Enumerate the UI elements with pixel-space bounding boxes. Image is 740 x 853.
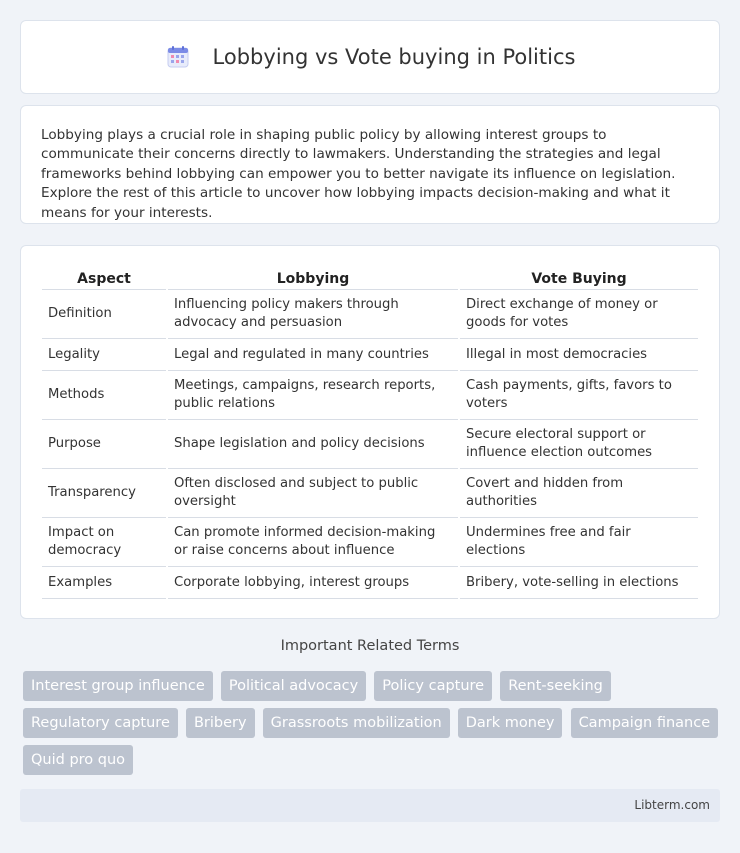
header-vote-buying: Vote Buying bbox=[460, 264, 698, 290]
cell-aspect: Legality bbox=[42, 339, 166, 371]
cell-vote-buying: Illegal in most democracies bbox=[460, 339, 698, 371]
title-card bbox=[20, 20, 720, 94]
cell-lobbying: Often disclosed and subject to public oversight bbox=[168, 469, 458, 518]
footer-brand[interactable]: Libterm.com bbox=[634, 798, 710, 812]
cell-aspect: Methods bbox=[42, 371, 166, 420]
cell-vote-buying: Covert and hidden from authorities bbox=[460, 469, 698, 518]
table-row bbox=[42, 420, 698, 469]
intro-card bbox=[20, 105, 720, 224]
tag-policy-capture[interactable]: Policy capture bbox=[374, 671, 492, 701]
cell-lobbying: Can promote informed decision-making or raise concerns about influence bbox=[168, 518, 458, 567]
related-terms-tags bbox=[23, 671, 723, 782]
cell-aspect: Definition bbox=[42, 290, 166, 339]
header-aspect: Aspect bbox=[42, 264, 166, 290]
comparison-table bbox=[40, 264, 700, 599]
table-row bbox=[42, 567, 698, 599]
calendar-icon bbox=[165, 44, 191, 70]
cell-vote-buying: Secure electoral support or influence election outcomes bbox=[460, 420, 698, 469]
cell-vote-buying: Bribery, vote-selling in elections bbox=[460, 567, 698, 599]
tag-bribery[interactable]: Bribery bbox=[186, 708, 255, 738]
cell-lobbying: Legal and regulated in many countries bbox=[168, 339, 458, 371]
tag-quid-pro-quo[interactable]: Quid pro quo bbox=[23, 745, 133, 775]
tag-political-advocacy[interactable]: Political advocacy bbox=[221, 671, 366, 701]
footer bbox=[20, 789, 720, 822]
tag-campaign-finance[interactable]: Campaign finance bbox=[571, 708, 719, 738]
cell-lobbying: Influencing policy makers through advocacy and persuasion bbox=[168, 290, 458, 339]
cell-aspect: Transparency bbox=[42, 469, 166, 518]
cell-lobbying: Corporate lobbying, interest groups bbox=[168, 567, 458, 599]
tag-regulatory-capture[interactable]: Regulatory capture bbox=[23, 708, 178, 738]
table-row bbox=[42, 518, 698, 567]
tag-interest-group-influence[interactable]: Interest group influence bbox=[23, 671, 213, 701]
tag-grassroots-mobilization[interactable]: Grassroots mobilization bbox=[263, 708, 450, 738]
header-lobbying: Lobbying bbox=[168, 264, 458, 290]
tag-rent-seeking[interactable]: Rent-seeking bbox=[500, 671, 611, 701]
table-row bbox=[42, 469, 698, 518]
cell-vote-buying: Undermines free and fair elections bbox=[460, 518, 698, 567]
cell-lobbying: Meetings, campaigns, research reports, public relations bbox=[168, 371, 458, 420]
cell-aspect: Impact on democracy bbox=[42, 518, 166, 567]
intro-text: Lobbying plays a crucial role in shaping public policy by allowing interest groups to communicate their concerns directly to lawmakers. Understanding the strategies and legal frameworks behind lobbying can empower you to better navigate its influence on legislation. Explore the rest of this article to uncover how lobbying impacts decision-making and what it means for your interests. bbox=[41, 127, 676, 221]
table-row bbox=[42, 339, 698, 371]
cell-vote-buying: Direct exchange of money or goods for votes bbox=[460, 290, 698, 339]
cell-vote-buying: Cash payments, gifts, favors to voters bbox=[460, 371, 698, 420]
related-terms-title: Important Related Terms bbox=[280, 638, 460, 654]
table-header-row bbox=[42, 264, 698, 290]
table-row bbox=[42, 371, 698, 420]
tag-dark-money[interactable]: Dark money bbox=[458, 708, 563, 738]
page-title: Lobbying vs Vote buying in Politics bbox=[212, 45, 576, 69]
cell-lobbying: Shape legislation and policy decisions bbox=[168, 420, 458, 469]
cell-aspect: Examples bbox=[42, 567, 166, 599]
cell-aspect: Purpose bbox=[42, 420, 166, 469]
comparison-table-card bbox=[20, 245, 720, 619]
table-row bbox=[42, 290, 698, 339]
